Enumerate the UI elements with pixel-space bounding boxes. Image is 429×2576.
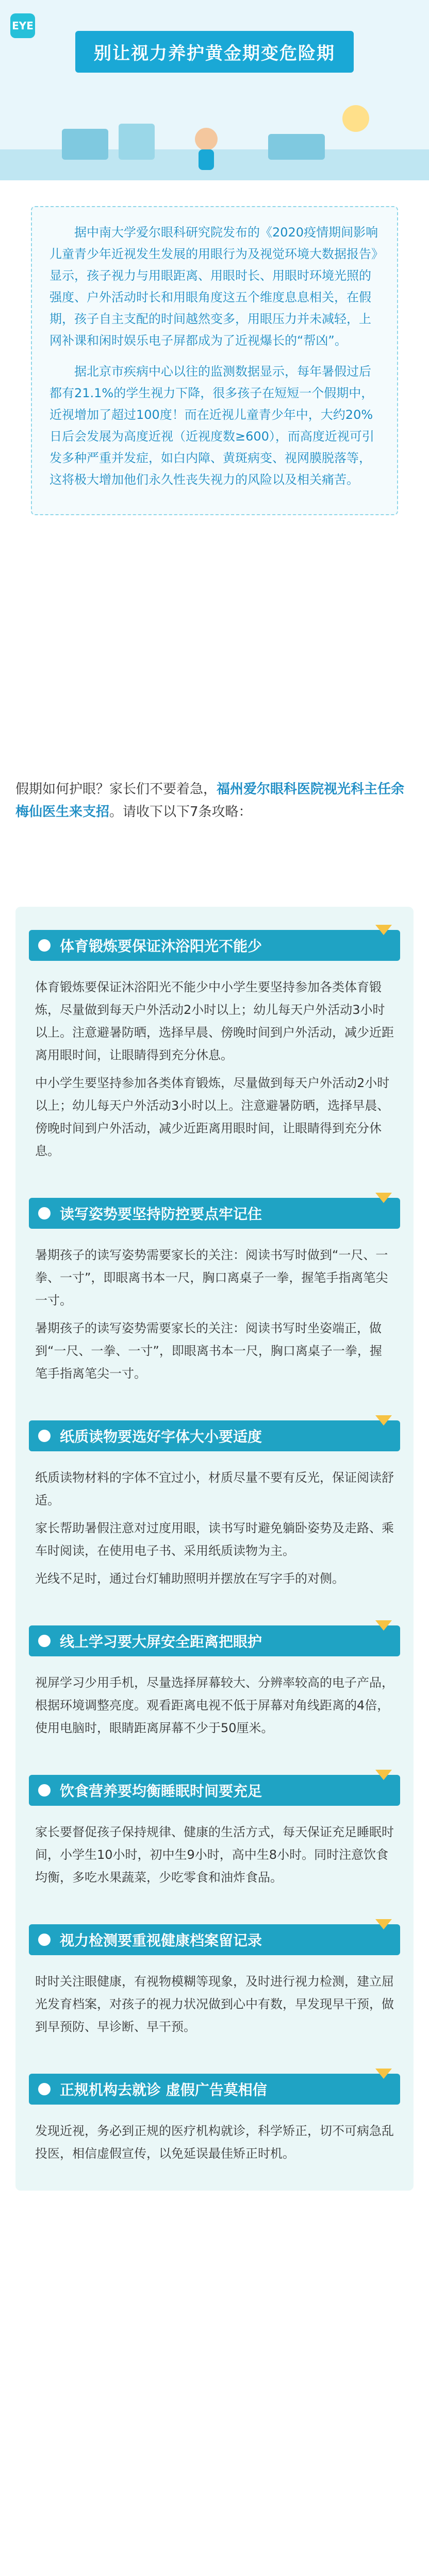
tip-1-para-2: 中小学生要坚持参加各类体育锻炼，尽量做到每天户外活动2小时以上；幼儿每天户外活动3小时以上。注意避暑防晒，选择早晨、傍晚时间到户外活动，减少近距离用眼时间，让眼睛得到充分休息。 xyxy=(35,1076,390,1158)
lead-text-c: 。请收下以下7条攻略： xyxy=(109,804,252,820)
intro-paragraph-1: 据中南大学爱尔眼科研究院发布的《2020疫情期间影响儿童青少年近视发生发展的用眼行为及视觉环境大数据报告》显示，孩子视力与用眼距离、用眼时长、用眼时环境光照的强度、户外活动时长和用眼角度这五个维度息息相关，在假期，孩子自主支配的时间越然变多，用眼压力并未减轻，上网补课和闲时娱乐电子屏都成为了近视爆长的“帮凶”。 xyxy=(50,225,378,348)
tips-section xyxy=(15,907,414,2191)
intro-paragraph-2: 据北京市疾病中心以往的监测数据显示，每年暑假过后都有21.1%的学生视力下降，很多孩子在短短一个假期中，近视增加了超过100度！而在近视儿童青少年中，大约20%日后会发展为高度近视（近视度数≥600），而高度近视可引发多种严重并发症，如白内障、黄斑病变、视网膜脱落等，这将极大增加他们永久性丧失视力的风险以及相关痛苦。 xyxy=(50,364,374,487)
tip-2-para-1: 暑期孩子的读写姿势需要家长的关注：阅读书写时做到“一尺、一拳、一寸”，即眼离书本一尺，胸口离桌子一拳，握笔手指离笔尖一寸。 xyxy=(35,1248,388,1308)
tip-7-header xyxy=(29,2074,400,2105)
tip-4-header xyxy=(29,1625,400,1656)
tip-3-para-3: 光线不足时，通过台灯辅助照明并摆放在写字手的对侧。 xyxy=(35,1571,344,1586)
flag-icon xyxy=(375,1193,392,1203)
tip-1-header xyxy=(29,930,400,961)
tip-2-para-2: 暑期孩子的读写姿势需要家长的关注：阅读书写时坐姿端正，做到“一尺、一拳、一寸”，即眼离书本一尺，胸口离桌子一拳，握笔手指离笔尖一寸。 xyxy=(35,1321,382,1381)
tip-5-header xyxy=(29,1775,400,1806)
tip-4 xyxy=(29,1623,400,1739)
tip-5-title: 饮食营养要均衡睡眠时间要充足 xyxy=(60,1783,262,1800)
hero-title xyxy=(0,31,429,73)
lead-text-a: 假期如何护眼？家长们不要着急， xyxy=(15,782,217,797)
tip-2-header xyxy=(29,1198,400,1229)
tip-7-body xyxy=(29,2120,400,2165)
tip-3-title: 纸质读物要选好字体大小要适度 xyxy=(60,1428,262,1445)
tip-1-body xyxy=(29,976,400,1162)
tip-3-header xyxy=(29,1420,400,1451)
tip-5 xyxy=(29,1772,400,1889)
lead-text-b: 福州爱尔眼科医院视光科主任余梅仙医生来支招 xyxy=(15,782,405,820)
tip-6-header xyxy=(29,1924,400,1955)
flag-icon xyxy=(375,1919,392,1929)
flag-icon xyxy=(375,1770,392,1780)
tip-7 xyxy=(29,2071,400,2165)
tip-6-para-1: 时时关注眼健康，有视物模糊等现象，及时进行视力检测，建立屈光发育档案，对孩子的视力状况做到心中有数，早发现早干预，做到早预防、早诊断、早干预。 xyxy=(35,1974,394,2034)
tip-1-para-1: 体育锻炼要保证沐浴阳光不能少中小学生要坚持参加各类体育锻炼，尽量做到每天户外活动2小时以上；幼儿每天户外活动3小时以上。注意避暑防晒，选择早晨、傍晚时间到户外活动，减少近距离用眼时间，让眼睛得到充分休息。 xyxy=(35,980,394,1062)
tip-5-body xyxy=(29,1821,400,1889)
tip-1 xyxy=(29,927,400,1162)
flag-icon xyxy=(375,925,392,935)
flag-icon xyxy=(375,1620,392,1631)
tip-2-title: 读写姿势要坚持防控要点牢记住 xyxy=(60,1206,262,1223)
tip-7-title: 正规机构去就诊 虚假广告莫相信 xyxy=(60,2081,267,2098)
intro-card xyxy=(31,206,398,515)
flag-icon xyxy=(375,2069,392,2079)
tip-2-body xyxy=(29,1244,400,1385)
flag-icon xyxy=(375,1415,392,1426)
tip-6-title: 视力检测要重视健康档案留记录 xyxy=(60,1932,262,1949)
tip-4-para-1: 视屏学习少用手机，尽量选择屏幕较大、分辨率较高的电子产品，根据环境调整亮度。观看距离电视不低于屏幕对角线距离的4倍，使用电脑时，眼睛距离屏幕不少于50厘米。 xyxy=(35,1675,394,1735)
tip-2 xyxy=(29,1195,400,1385)
tip-4-body xyxy=(29,1671,400,1739)
tip-3-body xyxy=(29,1466,400,1590)
hero-illustration xyxy=(0,98,429,180)
tip-6-body xyxy=(29,1970,400,2038)
hospital-logo: EYE xyxy=(10,13,35,38)
lead-paragraph xyxy=(15,778,414,823)
tip-3-para-1: 纸质读物材料的字体不宜过小，材质尽量不要有反光，保证阅读舒适。 xyxy=(35,1470,394,1507)
tip-4-title: 线上学习要大屏安全距离把眼护 xyxy=(60,1633,262,1650)
tip-7-para-1: 发现近视，务必到正规的医疗机构就诊，科学矫正，切不可病急乱投医，相信虚假宣传，以免延误最佳矫正时机。 xyxy=(35,2124,394,2161)
tip-6 xyxy=(29,1922,400,2038)
hero-title-text: 别让视力养护黄金期变危险期 xyxy=(75,31,354,73)
tip-1-title: 体育锻炼要保证沐浴阳光不能少 xyxy=(60,938,262,955)
tip-3 xyxy=(29,1418,400,1590)
tip-5-para-1: 家长要督促孩子保持规律、健康的生活方式，每天保证充足睡眠时间，小学生10小时，初中生9小时，高中生8小时。同时注意饮食均衡，多吃水果蔬菜，少吃零食和油炸食品。 xyxy=(35,1825,394,1885)
hero-banner xyxy=(0,0,429,180)
tip-3-para-2: 家长帮助暑假注意对过度用眼，读书写时避免躺卧姿势及走路、乘车时阅读，在使用电子书、采用纸质读物为主。 xyxy=(35,1521,394,1558)
